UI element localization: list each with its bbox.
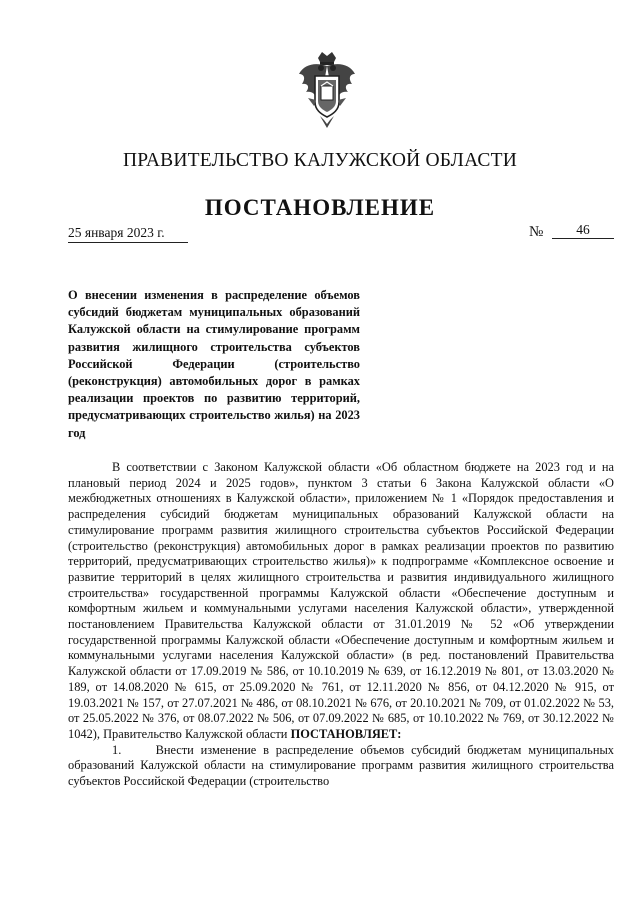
coat-of-arms-icon	[296, 50, 358, 134]
number-label: №	[529, 224, 544, 240]
resolution-keyword: ПОСТАНОВЛЯЕТ:	[290, 726, 402, 741]
body-paragraph	[68, 743, 614, 790]
document-number: 46	[552, 222, 614, 239]
document-date: 25 января 2023 г.	[68, 225, 188, 243]
document-subject: О внесении изменения в распределение объемов субсидий бюджетам муниципальных образований Калужской области на стимулирование программ развития жилищного строительства субъектов Российской Федерации (строительство (реконструкция) автомобильных дорог в рамках реализации проектов по развитию территорий, предусматривающих строительство жилья) на 2023 год	[68, 288, 360, 440]
paragraph-text: В соответствии с Законом Калужской области «Об областном бюджете на 2023 год и на плановый период 2024 и 2025 годов», пунктом 3 статьи 6 Закона Калужской области «О межбюджетных отношениях в Калужской области», приложением № 1 «Порядок предоставления и распределения субсидий бюджетам муниципальных образований Калужской области на стимулирование программ развития жилищного строительства субъектов Российской Федерации (строительство (реконструкция) автомобильных дорог в рамках реализации проектов по развитию территорий, предусматривающих строительство жилья)» к подпрограмме «Комплексное освоение и развитие территорий в целях жилищного строительства и развития индивидуального жилищного строительства» государственной программы Калужской области «Обеспечение доступным и комфортным жильем и коммунальными услугами населения Калужской области», утвержденной постановлением Правительства Калужской области от 31.01.2019 № 52 «Об утверждении государственной программы Калужской области «Обеспечение доступным и комфортным жильем и коммунальными услугами населения Калужской области» (в ред. постановлений Правительства Калужской области от 17.09.2019 № 586, от 10.10.2019 № 639, от 16.12.2019 № 801, от 13.03.2020 № 189, от 14.08.2020 № 615, от 25.09.2020 № 761, от 12.11.2020 № 856, от 04.12.2020 № 915, от 19.03.2021 № 157, от 27.07.2021 № 486, от 08.10.2021 № 676, от 20.10.2021 № 709, от 01.02.2022 № 53, от 25.05.2022 № 376, от 08.07.2022 № 506, от 07.09.2022 № 685, от 10.10.2022 № 769, от 30.12.2022 № 1042), Правительство Калужской области	[68, 460, 614, 741]
body-paragraph	[68, 460, 614, 743]
paragraph-text: Внести изменение в распределение объемов субсидий бюджетам муниципальных образований Калужской области на стимулирование программ развития жилищного строительства субъектов Российской Федерации (строительство	[68, 742, 614, 789]
document-body	[68, 460, 614, 790]
paragraph-number: 1.	[112, 742, 122, 757]
document-type-title: ПОСТАНОВЛЕНИЕ	[204, 195, 436, 220]
organization-title: ПРАВИТЕЛЬСТВО КАЛУЖСКОЙ ОБЛАСТИ	[123, 150, 517, 171]
